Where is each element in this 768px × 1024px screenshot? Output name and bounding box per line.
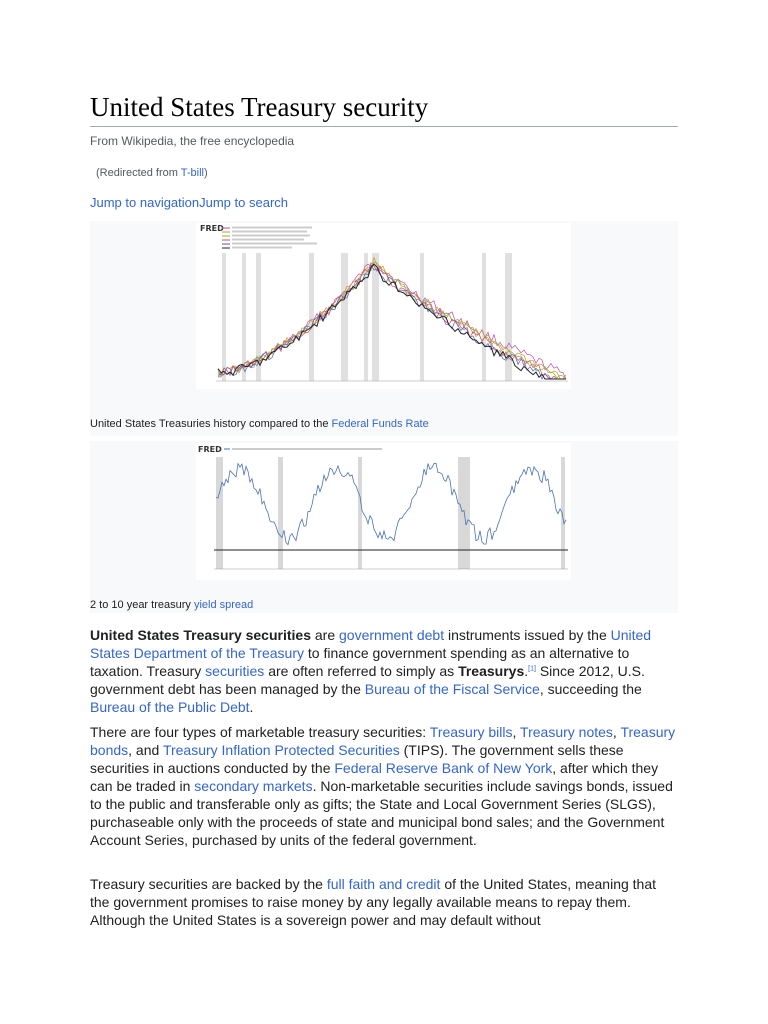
yield-spread-chart-svg xyxy=(196,443,571,580)
jump-to-search-link[interactable]: Jump to search xyxy=(199,195,288,210)
text: , xyxy=(512,724,521,740)
text: are xyxy=(311,627,340,643)
text: , after which they can be traded in xyxy=(90,760,659,794)
text: instruments issued by the xyxy=(444,627,611,643)
figure1-caption-text: United States Treasuries history compared to the xyxy=(90,418,332,430)
treasury-notes-link[interactable]: Treasury notes xyxy=(520,724,613,740)
bureau-public-debt-link[interactable]: Bureau of the Public Debt xyxy=(90,699,250,715)
jump-links xyxy=(90,195,288,210)
figure2-caption-text: 2 to 10 year treasury xyxy=(90,599,194,611)
text: . Non-marketable securities include savings bonds, issued to the public and transferable only as gifts; the State and Local Government Series (SLGS), purchaseable only with the proceeds of state and municipal bond sales; and the Government Account Series, purchased by units of the federal government. xyxy=(90,778,673,848)
legend-text-placeholder-2 xyxy=(232,448,382,450)
text: Treasury securities are backed by the xyxy=(90,876,327,892)
text: are often referred to simply as xyxy=(264,663,459,679)
treasury-bills-link[interactable]: Treasury bills xyxy=(429,724,513,740)
text: , and xyxy=(128,742,163,758)
text: . xyxy=(524,663,529,679)
treasury-bonds-link[interactable]: Treasury bonds xyxy=(90,724,676,758)
bold-term-treasurys: Treasurys xyxy=(458,663,525,679)
text: . xyxy=(249,699,254,715)
federal-reserve-ny-link[interactable]: Federal Reserve Bank of New York xyxy=(334,760,553,776)
tagline: From Wikipedia, the free encyclopedia xyxy=(90,134,295,148)
securities-link[interactable]: securities xyxy=(205,663,265,679)
treasury-history-chart-svg xyxy=(196,223,571,389)
paragraph-backing xyxy=(90,875,678,929)
redirect-link[interactable]: T-bill xyxy=(180,167,205,179)
treasury-department-link[interactable]: United States Department of the Treasury xyxy=(90,627,652,661)
jump-to-navigation-link[interactable]: Jump to navigation xyxy=(90,195,200,210)
text: , succeeding the xyxy=(539,681,642,697)
citation-1-link[interactable]: [1] xyxy=(528,665,536,673)
figure-treasury-history xyxy=(90,221,678,436)
full-faith-credit-link[interactable]: full faith and credit xyxy=(326,876,441,892)
federal-funds-rate-link[interactable]: Federal Funds Rate xyxy=(331,418,429,430)
figure1-caption xyxy=(90,418,429,430)
figure-yield-spread xyxy=(90,441,678,613)
text: Since 2012, U.S. government debt has been managed by the xyxy=(90,663,645,697)
paragraph-types xyxy=(90,723,678,849)
redirect-note xyxy=(96,167,208,179)
paragraph-intro xyxy=(90,626,678,716)
figure2-caption xyxy=(90,599,253,611)
tips-link[interactable]: Treasury Inflation Protected Securities xyxy=(162,742,400,758)
text: of the United States, meaning that the government promises to raise money by any legally available means to repay them. Although the United States is a sovereign power and may default without xyxy=(90,876,657,928)
yield-spread-chart-image[interactable] xyxy=(196,443,571,580)
redirect-prefix: (Redirected from xyxy=(96,167,181,179)
secondary-markets-link[interactable]: secondary markets xyxy=(194,778,313,794)
text: to finance government spending as an alternative to taxation. Treasury xyxy=(90,645,630,679)
bold-term-treasury-securities: United States Treasury securities xyxy=(90,627,311,643)
bureau-fiscal-service-link[interactable]: Bureau of the Fiscal Service xyxy=(364,681,540,697)
page-title: United States Treasury security xyxy=(90,90,678,127)
redirect-suffix: ) xyxy=(204,167,208,179)
text: , xyxy=(612,724,621,740)
government-debt-link[interactable]: government debt xyxy=(339,627,445,643)
yield-spread-link[interactable]: yield spread xyxy=(193,599,254,611)
treasury-history-chart-image[interactable] xyxy=(196,223,571,389)
fred-logo-1: FRED xyxy=(200,224,224,233)
text: (TIPS). The government sells these securities in auctions conducted by the xyxy=(90,742,624,776)
fred-logo-2: FRED xyxy=(198,445,222,454)
text: There are four types of marketable treasury securities: xyxy=(90,724,430,740)
